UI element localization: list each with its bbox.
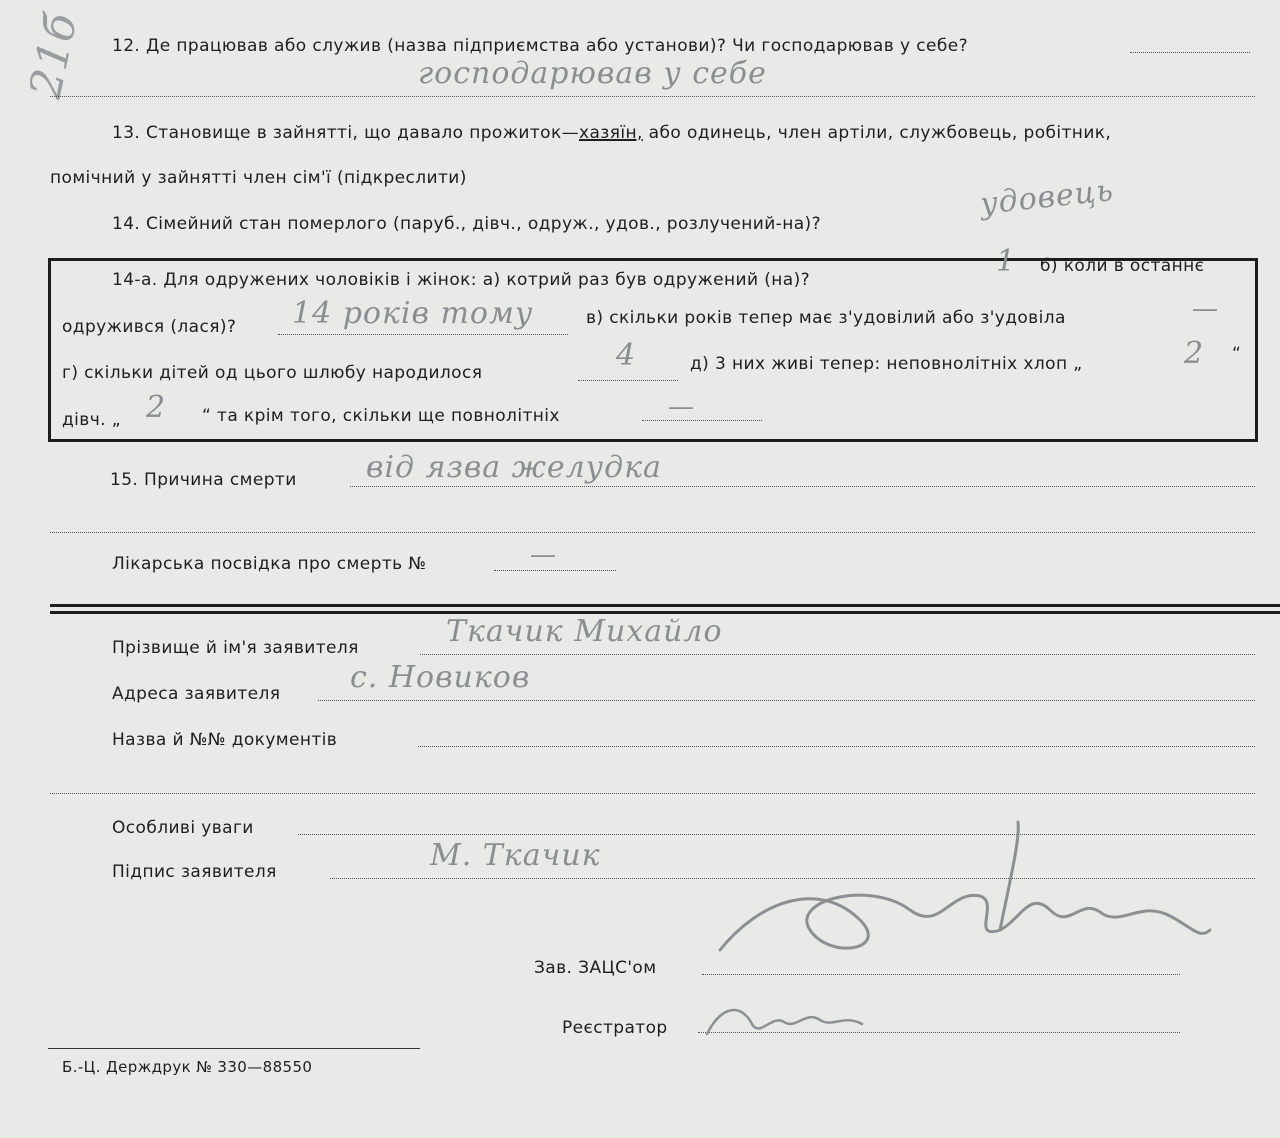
q13-underlined-option: хазяїн, [579,123,643,143]
documents-label: Назва й №№ документів [112,730,338,750]
q14a-b-line [278,334,568,335]
q14-answer: удовець [978,173,1116,222]
q14a-line3-d: д) 3 них живі тепер: неповнолітніх хлоп „ [690,354,1083,374]
q13-line1 [112,123,1111,143]
q14a-line2-c: в) скільки років тепер має з'удовілий або з'удовіла [586,308,1066,328]
q13-prefix: 13. Становище в зайнятті, що давало прожиток— [112,123,580,143]
q12-answer-line [50,96,1255,97]
q14a-answer-c: — [1192,294,1219,324]
q14a-line4-suffix: “ та крім того, скільки ще повнолітніх [202,406,560,426]
margin-note: 21б [20,8,88,103]
medical-cert-answer: — [530,540,557,570]
q12-line-end [1130,52,1250,53]
q14-label: 14. Сімейний стан померлого (паруб., дівч., одруж., удов., розлучений-на)? [112,214,821,234]
q14a-quote-close: “ [1232,344,1242,364]
q12-answer: господарював у себе [418,56,767,91]
q13-line2: помічний у зайнятті член сім'ї (підкреслити) [50,168,467,188]
registrar-label: Реєстратор [562,1018,668,1038]
q15-extra-line [50,532,1255,533]
medical-cert-label: Лікарська посвідка про смерть № [112,554,427,574]
q14a-answer-a: 1 [996,244,1017,279]
applicant-signature: М. Ткачик [430,838,601,873]
applicant-signature-label: Підпис заявителя [112,862,277,882]
q14a-g-line [578,380,678,381]
q15-label: 15. Причина смерти [110,470,297,490]
q14a-line1: 14-а. Для одружених чоловіків і жінок: а) котрий раз був одружений (на)? [112,270,811,290]
q14a-line4-prefix: дівч. „ [62,410,121,430]
medical-cert-line [494,570,616,571]
printer-imprint: Б.-Ц. Держдрук № 330—88550 [62,1058,313,1076]
q14a-answer-boys: 2 [1184,336,1205,371]
documents-extra-line [50,793,1255,794]
applicant-address-line [318,700,1255,701]
q14a-answer-adults: — [668,392,695,422]
q15-answer-line [350,486,1255,487]
q15-answer: від язва желудка [366,450,662,485]
separator-rule-top [50,604,1280,607]
q14a-line2: одружився (лася)? [62,317,237,337]
q14a-answer-girls: 2 [146,390,167,425]
applicant-address-label: Адреса заявителя [112,684,281,704]
q14a-answer-b: 14 років тому [292,296,534,331]
applicant-name-line [420,654,1255,655]
q14a-answer-g: 4 [616,338,637,373]
special-notes-label: Особливі уваги [112,818,254,838]
documents-line [418,746,1255,747]
imprint-rule [48,1048,420,1049]
applicant-name-label: Прізвище й ім'я заявителя [112,638,359,658]
head-signature [700,820,1220,960]
q14a-adults-line [642,420,762,421]
q14a-line3: г) скільки дітей од цього шлюбу народилося [62,363,483,383]
registrar-signature [702,994,872,1044]
q12-label: 12. Де працював або служив (назва підприємства або установи)? Чи господарював у себе? [112,36,968,56]
q14a-line1-b: б) коли в останнє [1040,256,1205,276]
q13-suffix: або одинець, член артіли, службовець, робітник, [642,123,1112,143]
applicant-address-answer: с. Новиков [350,660,531,695]
head-label: Зав. ЗАЦС'ом [534,958,657,978]
head-line [702,974,1180,975]
applicant-name-answer: Ткачик Михайло [446,614,723,649]
